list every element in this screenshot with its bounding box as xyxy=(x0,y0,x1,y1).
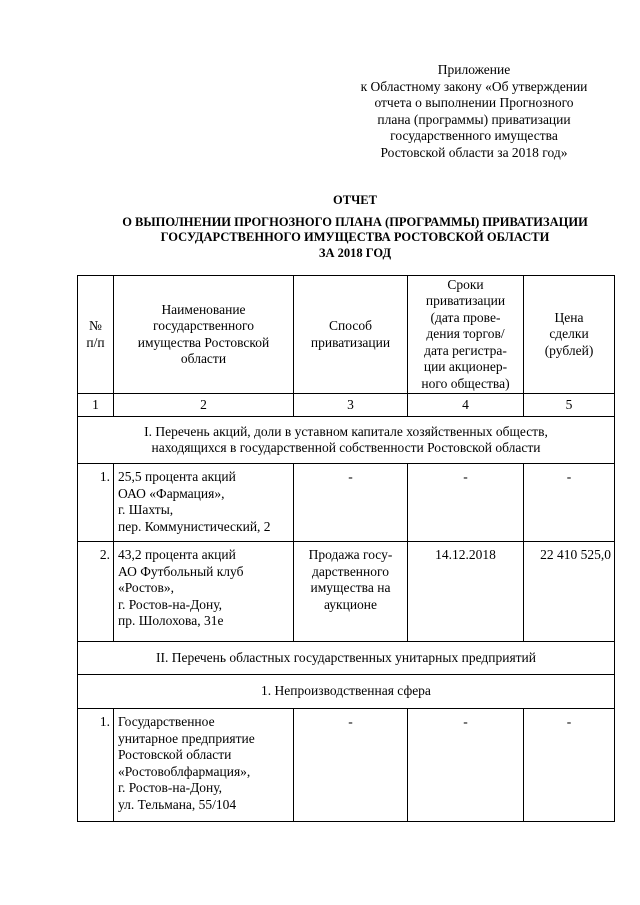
section-heading: II. Перечень областных государственных унитарных предприятий xyxy=(78,642,615,675)
privatization-method: - xyxy=(294,709,408,822)
section-heading: I. Перечень акций, доли в уставном капитале хозяйственных обществ, находящихся в государственной собственности Ростовской области xyxy=(78,417,615,464)
row-number: 1. xyxy=(78,709,114,822)
column-number: 3 xyxy=(294,394,408,417)
row-number: 1. xyxy=(78,464,114,542)
row-number: 2. xyxy=(78,542,114,642)
appendix-line: государственного имущества xyxy=(390,128,558,143)
header-method: Способ приватизации xyxy=(294,276,408,394)
privatization-table xyxy=(77,275,615,822)
section-heading-row xyxy=(78,642,615,675)
privatization-date: 14.12.2018 xyxy=(408,542,524,642)
appendix-note xyxy=(340,62,608,161)
title-line: О ВЫПОЛНЕНИИ ПРОГНОЗНОГО ПЛАНА (ПРОГРАММЫ) ПРИВАТИЗАЦИИ xyxy=(122,214,588,229)
deal-price: - xyxy=(524,464,615,542)
header-num: № п/п xyxy=(78,276,114,394)
appendix-line: плана (программы) приватизации xyxy=(377,111,571,127)
header-price: Цена сделки (рублей) xyxy=(524,276,615,394)
appendix-line: к Областному закону «Об утверждении xyxy=(360,78,588,94)
privatization-date: - xyxy=(408,464,524,542)
column-number: 1 xyxy=(78,394,114,417)
deal-price: - xyxy=(524,709,615,822)
column-number: 5 xyxy=(524,394,615,417)
deal-price: 22 410 525,0 xyxy=(524,542,615,642)
property-name: Государственное унитарное предприятие Ростовской области «Ростовоблфармация», г. Ростов-на-Дону, ул. Тельмана, 55/104 xyxy=(114,709,294,822)
appendix-line: отчета о выполнении Прогнозного xyxy=(374,95,574,110)
title-line: ЗА 2018 ГОД xyxy=(318,245,392,260)
report-title xyxy=(0,193,640,261)
privatization-method: - xyxy=(294,464,408,542)
column-number: 2 xyxy=(114,394,294,417)
title-line: ГОСУДАРСТВЕННОГО ИМУЩЕСТВА РОСТОВСКОЙ ОБЛАСТИ xyxy=(160,230,550,244)
subsection-heading-row xyxy=(78,675,615,709)
header-name: Наименование государственного имущества Ростовской области xyxy=(114,276,294,394)
appendix-line: Ростовской области за 2018 год» xyxy=(380,144,568,160)
section-heading-row xyxy=(78,417,615,464)
title-line: ОТЧЕТ xyxy=(333,193,377,207)
header-terms: Сроки приватизации (дата прове- дения торгов/ дата регистра- ции акционер- ного общества) xyxy=(408,276,524,394)
table-row xyxy=(78,542,615,642)
privatization-date: - xyxy=(408,709,524,822)
column-number: 4 xyxy=(408,394,524,417)
subsection-heading: 1. Непроизводственная сфера xyxy=(78,675,615,709)
appendix-line: Приложение xyxy=(437,62,511,77)
property-name: 43,2 процента акций АО Футбольный клуб «Ростов», г. Ростов-на-Дону, пр. Шолохова, 31е xyxy=(114,542,294,642)
table-row xyxy=(78,464,615,542)
column-numbers-row xyxy=(78,394,615,417)
property-name: 25,5 процента акций ОАО «Фармация», г. Шахты, пер. Коммунистический, 2 xyxy=(114,464,294,542)
table-header-row xyxy=(78,276,615,394)
privatization-method: Продажа госу- дарственного имущества на аукционе xyxy=(294,542,408,642)
table-row xyxy=(78,709,615,822)
